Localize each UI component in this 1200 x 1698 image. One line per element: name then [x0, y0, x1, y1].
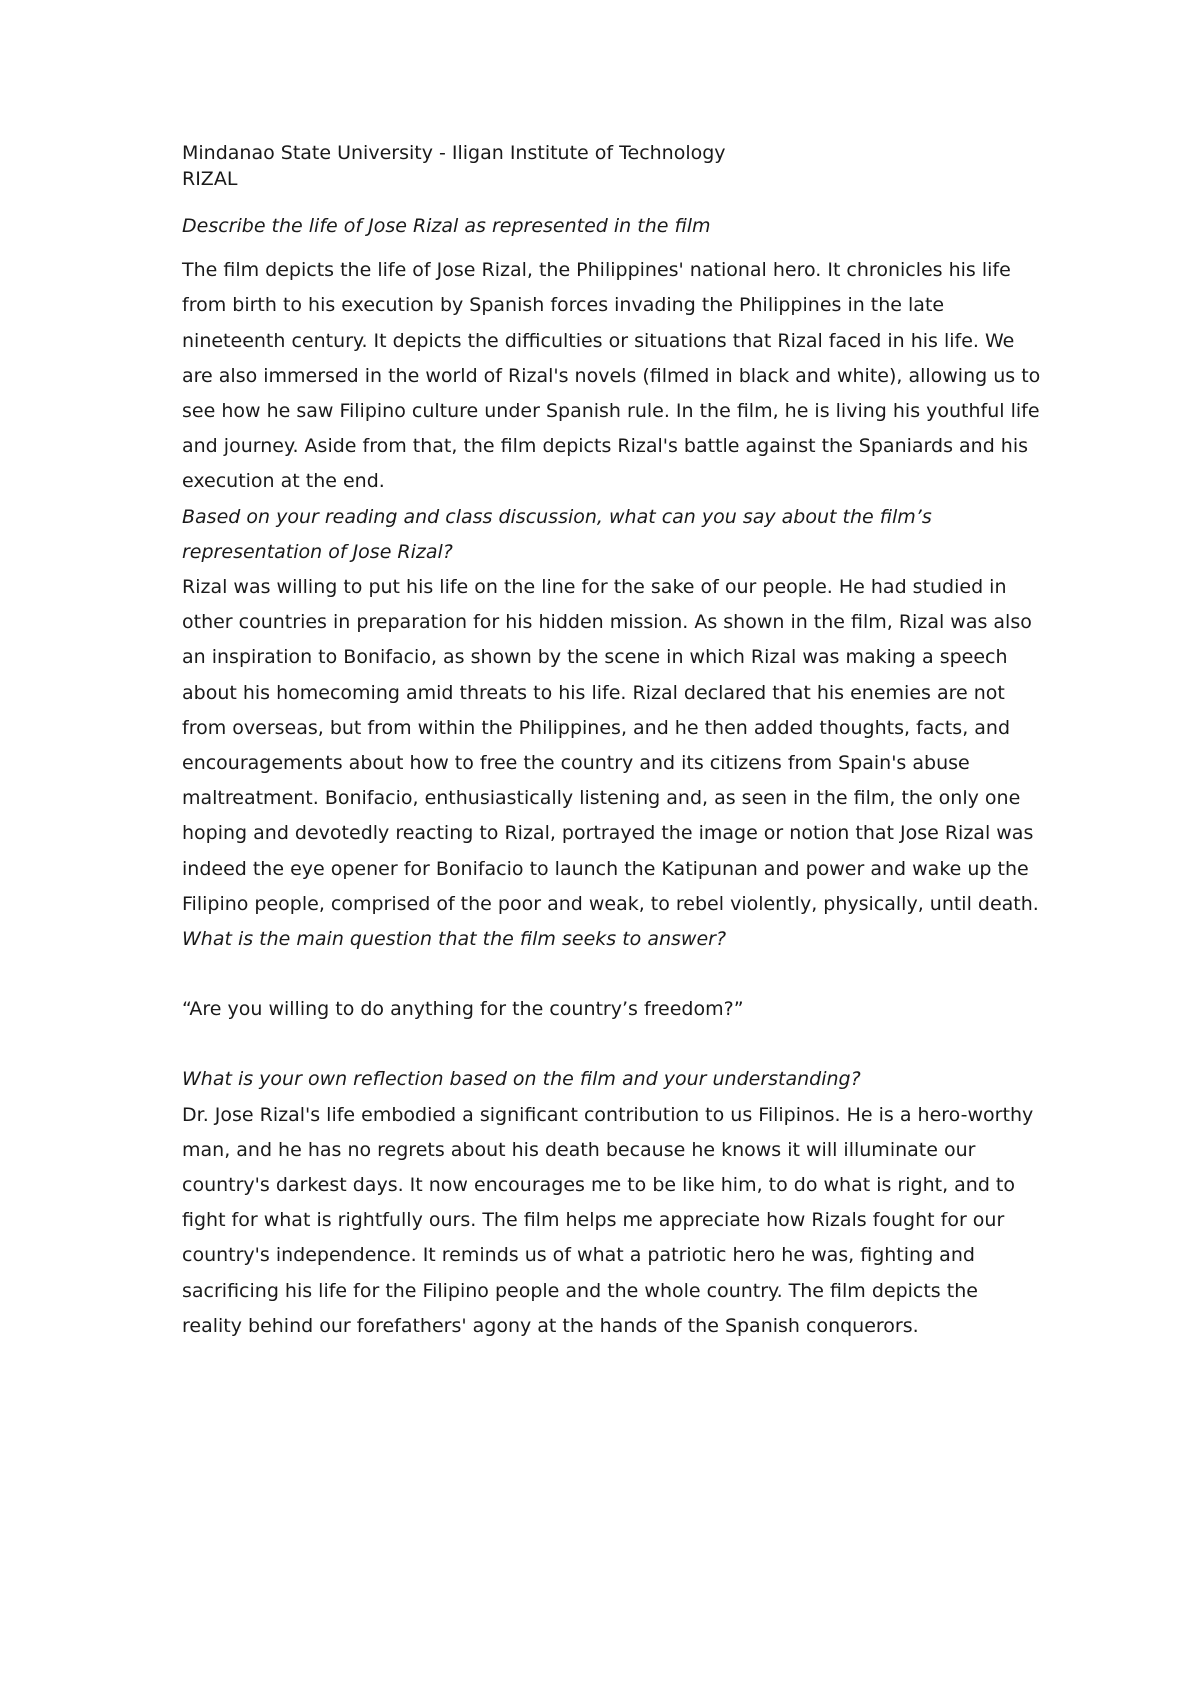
answer-2: Rizal was willing to put his life on the line for the sake of our people. He had studied in other countries in preparation for his hidden mission. As shown in the film, Rizal was also an inspiration to Bonifacio, as shown by the scene in which Rizal was making a speech about his homecoming amid threats to his life. Rizal declared that his enemies are not from overseas, but from within the Philippines, and he then added thoughts, facts, and encouragements about how to free the country and its citizens from Spain's abuse maltreatment. Bonifacio, enthusiastically listening and, as seen in the film, the only one hoping and devotedly reacting to Rizal, portrayed the image or notion that Jose Rizal was indeed the eye opener for Bonifacio to launch the Katipunan and power and wake up the Filipino people, comprised of the poor and weak, to rebel violently, physically, until death. — [182, 576, 1039, 915]
answer-1: The film depicts the life of Jose Rizal, the Philippines' national hero. It chronicles his life from birth to his execution by Spanish forces invading the Philippines in the late nineteenth century. It depicts the difficulties or situations that Rizal faced in his life. We are also immersed in the world of Rizal's novels (filmed in black and white), allowing us to see how he saw Filipino culture under Spanish rule. In the film, he is living his youthful life and journey. Aside from that, the film depicts Rizal's battle against the Spaniards and his execution at the end. — [182, 259, 1041, 493]
question-1: Describe the life of Jose Rizal as represented in the film — [182, 215, 711, 237]
question-4: What is your own reflection based on the film and your understanding? — [182, 1068, 861, 1091]
question-3: What is the main question that the film seeks to answer? — [182, 928, 727, 951]
institution-name: Mindanao State University - Iligan Institute of Technology — [182, 142, 726, 164]
answer-4: Dr. Jose Rizal's life embodied a significant contribution to us Filipinos. He is a hero-worthy man, and he has no regrets about his death because he knows it will illuminate our country's darkest days. It now encourages me to be like him, to do what is right, and to fight for what is rightfully ours. The film helps me appreciate how Rizals fought for our country's independence. It reminds us of what a patriotic hero he was, fighting and sacrificing his life for the Filipino people and the whole country. The film depicts the reality behind our forefathers' agony at the hands of the Spanish conquerors. — [182, 1103, 1034, 1337]
course-title: RIZAL — [182, 168, 238, 190]
question-2: Based on your reading and class discussion, what can you say about the film’s representation of Jose Rizal? — [182, 505, 932, 563]
answer-3-quote: “Are you willing to do anything for the country’s freedom?” — [182, 998, 744, 1021]
document-page — [182, 140, 1042, 1344]
